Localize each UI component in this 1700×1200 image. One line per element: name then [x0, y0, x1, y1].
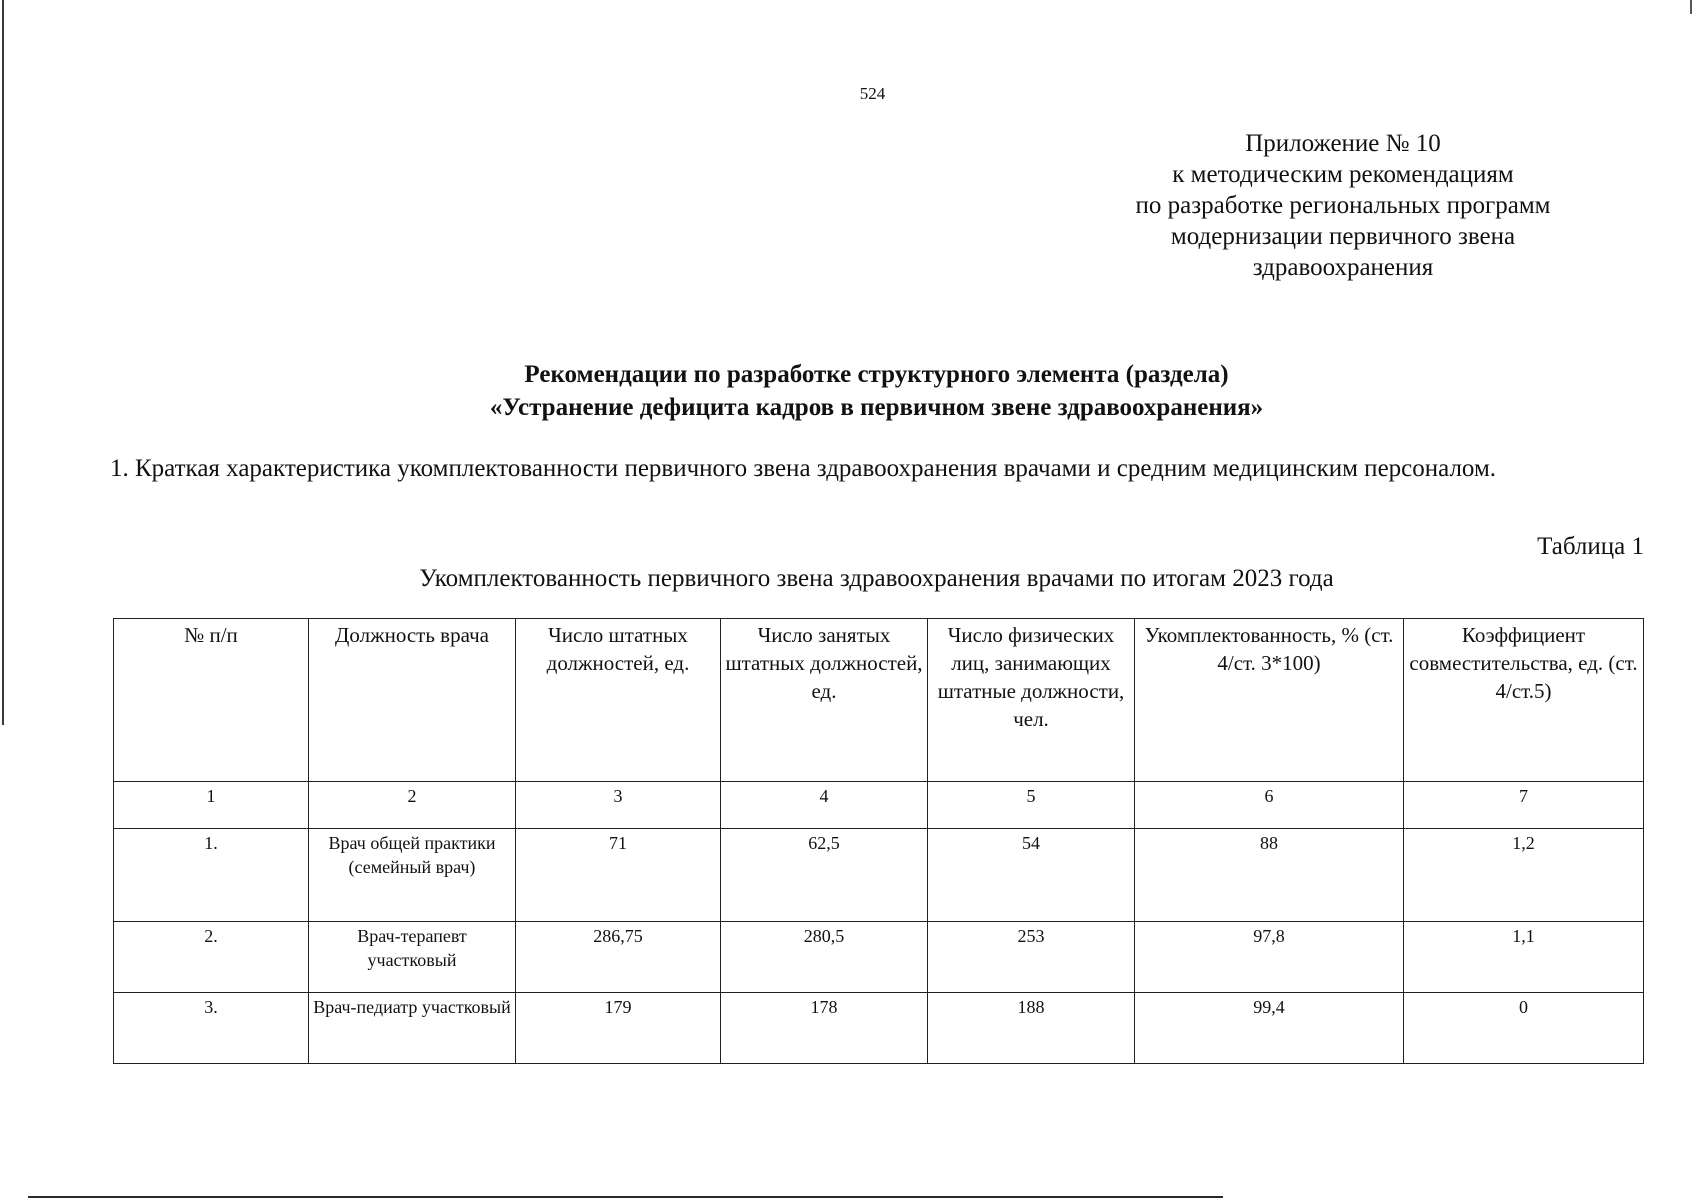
page-number: 524 — [859, 84, 886, 103]
table-cell: 1,2 — [1404, 829, 1644, 922]
appendix-line: здравоохранения — [1252, 254, 1434, 281]
table-cell: 3. — [114, 993, 309, 1064]
table-cell: 97,8 — [1135, 922, 1404, 993]
table-header-row — [114, 619, 1644, 782]
table-cell: Врач-терапевт участковый — [309, 922, 516, 993]
header-cell: Укомплектованность, % (ст. 4/ст. 3*100) — [1135, 619, 1404, 782]
scan-left-edge — [2, 0, 4, 725]
table-cell: 2. — [114, 922, 309, 993]
table-cell: 188 — [928, 993, 1135, 1064]
column-number-cell: 1 — [114, 782, 309, 829]
table-row — [114, 829, 1644, 922]
appendix-block — [1083, 128, 1603, 283]
column-number-row — [114, 782, 1644, 829]
table-row — [114, 922, 1644, 993]
column-number-cell: 6 — [1135, 782, 1404, 829]
table-cell: 178 — [721, 993, 928, 1064]
appendix-line: по разработке региональных программ — [1135, 192, 1551, 219]
appendix-line: к методическим рекомендациям — [1172, 161, 1514, 188]
table-cell: 280,5 — [721, 922, 928, 993]
heading-line-1: Рекомендации по разработке структурного элемента (раздела) — [524, 361, 1229, 388]
table-cell: 0 — [1404, 993, 1644, 1064]
table-cell: 88 — [1135, 829, 1404, 922]
column-number-cell: 3 — [516, 782, 721, 829]
header-cell: Число физических лиц, занимающих штатные должности, чел. — [928, 619, 1135, 782]
header-cell: Должность врача — [309, 619, 516, 782]
table-cell: 62,5 — [721, 829, 928, 922]
staffing-table — [113, 618, 1644, 1064]
column-number-cell: 4 — [721, 782, 928, 829]
scan-corner-mark — [1690, 0, 1692, 14]
column-number-cell: 2 — [309, 782, 516, 829]
table-cell: 54 — [928, 829, 1135, 922]
column-number-cell: 7 — [1404, 782, 1644, 829]
table-cell: 179 — [516, 993, 721, 1064]
intro-paragraph: 1. Краткая характеристика укомплектованности первичного звена здравоохранения врачами и средним медицинским персоналом. — [110, 455, 1497, 482]
table-cell: Врач-педиатр участковый — [309, 993, 516, 1064]
table-cell: 99,4 — [1135, 993, 1404, 1064]
appendix-line: Приложение № 10 — [1245, 130, 1441, 157]
header-cell: Число штатных должностей, ед. — [516, 619, 721, 782]
header-cell: Коэффициент совместительства, ед. (ст. 4/ст.5) — [1404, 619, 1644, 782]
table-cell: 71 — [516, 829, 721, 922]
appendix-line: модернизации первичного звена — [1170, 223, 1516, 250]
table-row — [114, 993, 1644, 1064]
table-title: Укомплектованность первичного звена здравоохранения врачами по итогам 2023 года — [419, 565, 1334, 592]
heading-line-2: «Устранение дефицита кадров в первичном звене здравоохранения» — [489, 394, 1264, 421]
table-label: Таблица 1 — [1537, 533, 1644, 560]
table-cell: 286,75 — [516, 922, 721, 993]
document-heading — [110, 358, 1643, 424]
column-number-cell: 5 — [928, 782, 1135, 829]
header-cell: № п/п — [114, 619, 309, 782]
scan-bottom-edge — [28, 1196, 1223, 1198]
header-cell: Число занятых штатных должностей, ед. — [721, 619, 928, 782]
table-cell: 253 — [928, 922, 1135, 993]
table-cell: 1,1 — [1404, 922, 1644, 993]
table-cell: Врач общей практики (семейный врач) — [309, 829, 516, 922]
table-cell: 1. — [114, 829, 309, 922]
